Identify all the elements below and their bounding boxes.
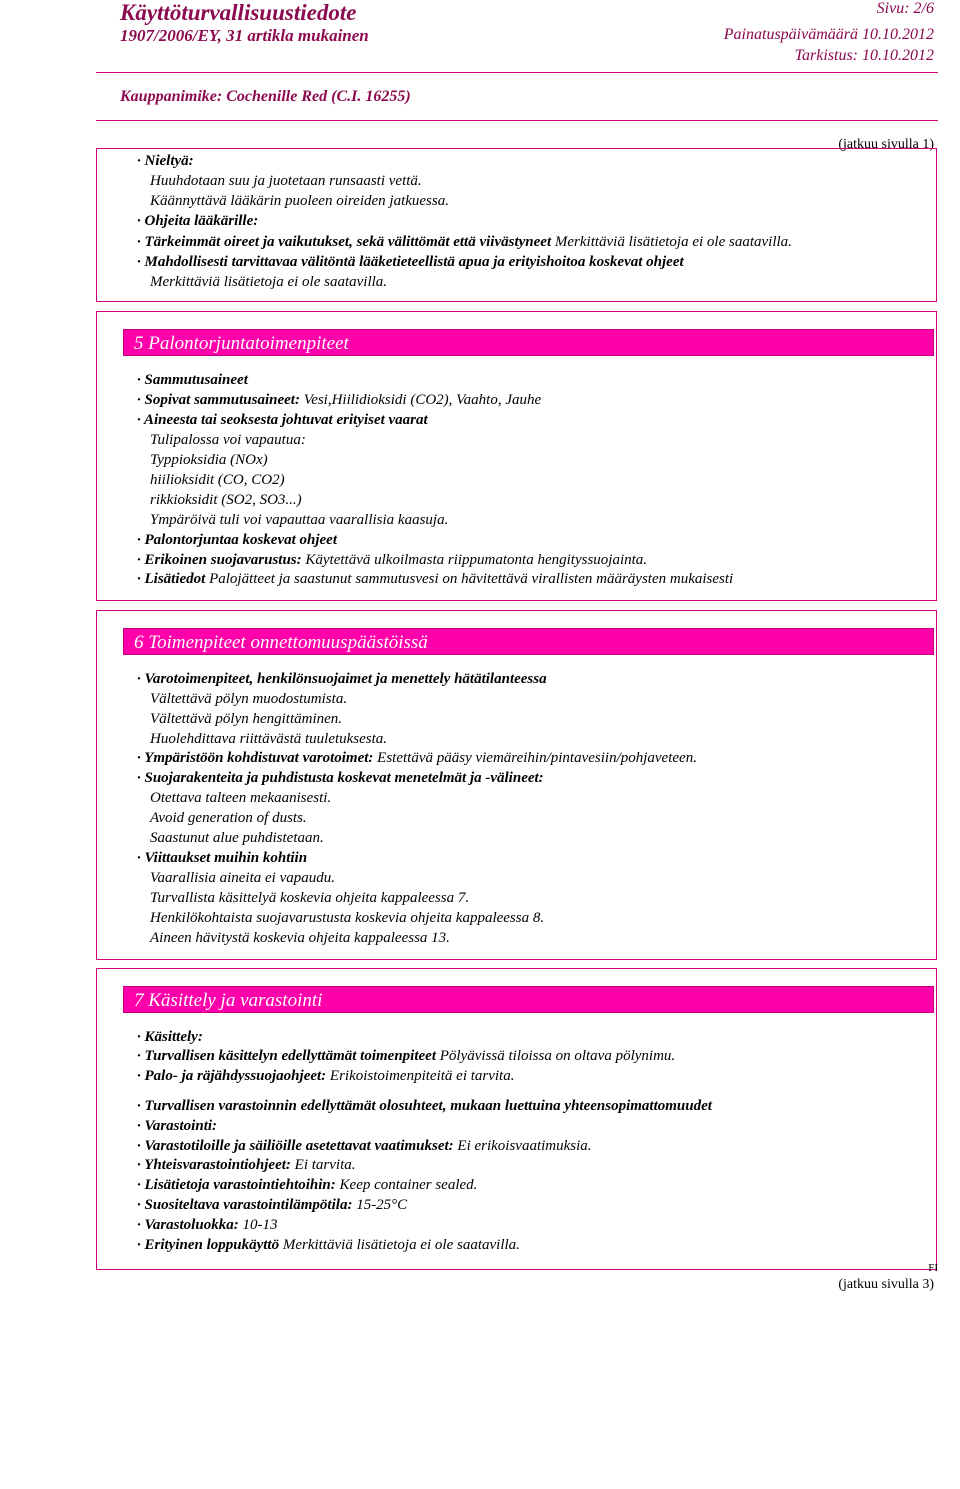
revision-date: Tarkistus: 10.10.2012: [794, 47, 934, 64]
environmental-line: [137, 749, 697, 768]
storage-class-label: · Varastoluokka:: [137, 1217, 239, 1233]
end-use-label: · Erityinen loppukäyttö: [137, 1237, 280, 1253]
section-7-header: 7 Käsittely ja varastointi: [123, 986, 934, 1013]
text-line: Vältettävä pölyn hengittäminen.: [150, 711, 343, 727]
continued-on-note: (jatkuu sivulla 3): [838, 1277, 934, 1292]
text-line: Käännyttävä lääkärin puoleen oireiden jatkuessa.: [150, 193, 449, 209]
continued-from-note: (jatkuu sivulla 1): [838, 137, 934, 152]
fire-protection-label: · Palo- ja räjähdyssuojaohjeet:: [137, 1068, 327, 1084]
cleanup-heading: · Suojarakenteita ja puhdistusta koskevat menetelmät ja -välineet:: [137, 770, 544, 786]
symptoms-value: Merkittäviä lisätietoja ei ole saatavilla.: [551, 234, 792, 250]
storage-requirements-value: Ei erikoisvaatimuksia.: [453, 1138, 592, 1154]
text-line: Avoid generation of dusts.: [150, 810, 307, 826]
storage-temperature-label: · Suositeltava varastointilämpötila:: [137, 1197, 353, 1213]
end-use-line: [137, 1236, 520, 1255]
text-line: hiilioksidit (CO, CO2): [150, 472, 285, 488]
additional-info-line: [137, 570, 733, 589]
end-use-value: Merkittäviä lisätietoja ei ole saatavilla.: [279, 1237, 520, 1253]
storage-info-line: [137, 1176, 477, 1195]
storage-requirements-label: · Varastotiloille ja säiliöille asetettavat vaatimukset:: [137, 1138, 454, 1154]
text-line: Ympäröivä tuli voi vapauttaa vaarallisia kaasuja.: [150, 512, 449, 528]
text-line: Huuhdotaan suu ja juotetaan runsaasti vettä.: [150, 173, 422, 189]
language-code: FI: [928, 1262, 938, 1274]
additional-info-label: · Lisätiedot: [137, 571, 206, 587]
section-5-header: 5 Palontorjuntatoimenpiteet: [123, 329, 934, 356]
doctor-info-heading: · Ohjeita lääkärille:: [137, 213, 259, 229]
protective-equipment-line: [137, 551, 647, 570]
additional-info-value: Palojätteet ja saastunut sammutusvesi on hävitettävä virallisten määräysten mukaisesti: [205, 571, 734, 587]
storage-info-value: Keep container sealed.: [335, 1177, 478, 1193]
text-line: Vaarallisia aineita ei vapaudu.: [150, 870, 335, 886]
extinguishing-heading: · Sammutusaineet: [137, 372, 248, 388]
text-line: Saastunut alue puhdistetaan.: [150, 830, 324, 846]
storage-requirements-line: [137, 1137, 592, 1156]
safe-handling-value: Pölyävissä tiloissa on oltava pölynimu.: [436, 1048, 676, 1064]
trade-name: Kauppanimike: Cochenille Red (C.I. 16255): [120, 88, 411, 105]
extinguishing-value: Vesi,Hiilidioksidi (CO2), Vaahto, Jauhe: [299, 392, 542, 408]
header-divider-bottom: [96, 120, 938, 121]
header-divider: [96, 72, 938, 73]
text-line: Turvallista käsittelyä koskevia ohjeita kappaleessa 7.: [150, 890, 470, 906]
extinguishing-line: [137, 391, 541, 410]
text-line: Aineen hävitystä koskevia ohjeita kappaleessa 13.: [150, 930, 450, 946]
storage-info-label: · Lisätietoja varastointiehtoihin:: [137, 1177, 336, 1193]
storage-heading: · Varastointi:: [137, 1118, 218, 1134]
extinguishing-label: · Sopivat sammutusaineet:: [137, 392, 300, 408]
text-line: Vältettävä pölyn muodostumista.: [150, 691, 348, 707]
fire-protection-line: [137, 1067, 514, 1086]
text-line: Otettava talteen mekaanisesti.: [150, 790, 332, 806]
regulation-subtitle: 1907/2006/EY, 31 artikla mukainen: [120, 26, 369, 45]
handling-heading: · Käsittely:: [137, 1029, 203, 1045]
ingestion-heading: · Nieltyä:: [137, 153, 194, 169]
fire-protection-value: Erikoistoimenpiteitä ei tarvita.: [326, 1068, 515, 1084]
safe-handling-label: · Turvallisen käsittelyn edellyttämät toimenpiteet: [137, 1048, 436, 1064]
references-heading: · Viittaukset muihin kohtiin: [137, 850, 308, 866]
storage-conditions-heading: · Turvallisen varastoinnin edellyttämät olosuhteet, mukaan luettuina yhteensopimattomuudet: [137, 1098, 712, 1114]
protective-equipment-value: Käytettävä ulkoilmasta riippumatonta hengityssuojainta.: [301, 552, 648, 568]
symptoms-label: · Tärkeimmät oireet ja vaikutukset, sekä välittömät että viivästyneet: [137, 234, 552, 250]
text-line: rikkioksidit (SO2, SO3...): [150, 492, 302, 508]
joint-storage-label: · Yhteisvarastointiohjeet:: [137, 1157, 291, 1173]
storage-temperature-value: 15-25°C: [352, 1197, 408, 1213]
firefighting-heading: · Palontorjuntaa koskevat ohjeet: [137, 532, 338, 548]
storage-class-value: 10-13: [238, 1217, 278, 1233]
text-line: Huolehdittava riittävästä tuuletuksesta.: [150, 731, 388, 747]
page-number: Sivu: 2/6: [876, 0, 934, 17]
symptoms-line: [137, 233, 792, 252]
storage-temperature-line: [137, 1196, 407, 1215]
document-title: Käyttöturvallisuustiedote: [120, 0, 357, 25]
joint-storage-value: Ei tarvita.: [290, 1157, 356, 1173]
environmental-label: · Ympäristöön kohdistuvat varotoimet:: [137, 750, 374, 766]
environmental-value: Estettävä pääsy viemäreihin/pintavesiin/pohjaveteen.: [373, 750, 697, 766]
section-6-header: 6 Toimenpiteet onnettomuuspäästöissä: [123, 628, 934, 655]
precautions-heading: · Varotoimenpiteet, henkilönsuojaimet ja menettely hätätilanteessa: [137, 671, 547, 687]
protective-equipment-label: · Erikoinen suojavarustus:: [137, 552, 302, 568]
text-line: Merkittäviä lisätietoja ei ole saatavilla.: [150, 274, 388, 290]
joint-storage-line: [137, 1156, 355, 1175]
hazards-heading: · Aineesta tai seoksesta johtuvat erityiset vaarat: [137, 412, 428, 428]
text-line: Tulipalossa voi vapautua:: [150, 432, 306, 448]
medical-attention-heading: · Mahdollisesti tarvittavaa välitöntä lääketieteellistä apua ja erityishoitoa koskevat ohjeet: [137, 254, 684, 270]
safe-handling-line: [137, 1047, 675, 1066]
print-date: Painatuspäivämäärä 10.10.2012: [723, 26, 934, 43]
text-line: Henkilökohtaista suojavarustusta koskevia ohjeita kappaleessa 8.: [150, 910, 545, 926]
text-line: Typpioksidia (NOx): [150, 452, 268, 468]
storage-class-line: [137, 1216, 277, 1235]
